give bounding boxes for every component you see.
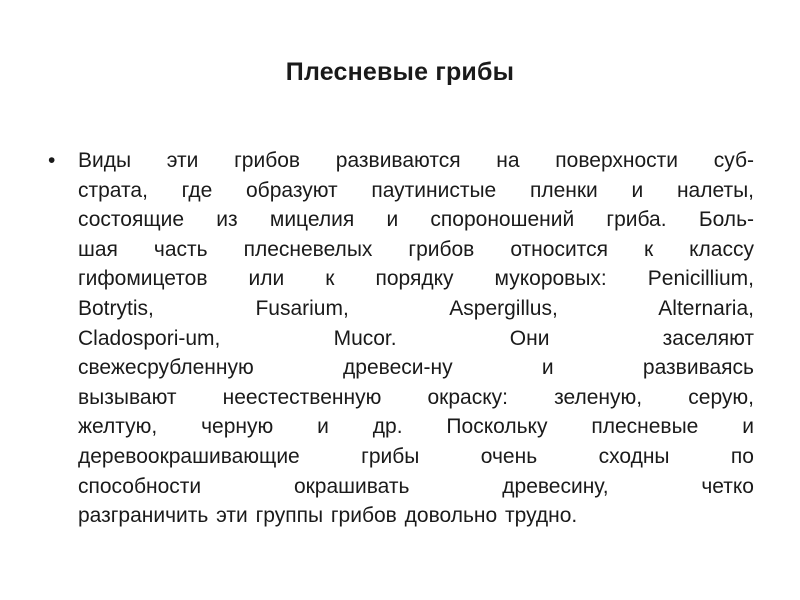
paragraph-line: разграничить эти группы грибов довольно трудно. (78, 504, 578, 528)
paragraph-line: вызывают неестественную окраску: зеленую, серую, (78, 385, 754, 409)
paragraph-line: желтую, черную и др. Поскольку плесневые и (78, 415, 754, 439)
paragraph-line: Botrytis, Fusarium, Aspergillus, Alternaria, (78, 296, 754, 320)
slide-title: Плесневые грибы (285, 58, 515, 86)
paragraph-line: гифомицетов или к порядку мукоровых: Penicillium, (78, 267, 754, 291)
bullet-paragraph (78, 146, 754, 531)
bullet-item (48, 146, 754, 531)
paragraph-line: способности окрашивать древесину, четко (78, 474, 754, 498)
paragraph-line: Виды эти грибов развиваются на поверхности суб- (78, 149, 754, 172)
paragraph-line: состоящие из мицелия и спороношений гриба. Боль- (78, 208, 754, 232)
paragraph-line: шая часть плесневелых грибов относится к классу (78, 237, 754, 261)
paragraph-line: Cladospori-um, Mucor. Они заселяют (78, 326, 754, 350)
bullet-dot-icon: • (48, 149, 56, 172)
paragraph-line: страта, где образуют паутинистые пленки и налеты, (78, 178, 754, 202)
paragraph-line: свежесрубленную древеси-ну и развиваясь (78, 356, 754, 380)
paragraph-line: деревоокрашивающие грибы очень сходны по (78, 444, 754, 468)
